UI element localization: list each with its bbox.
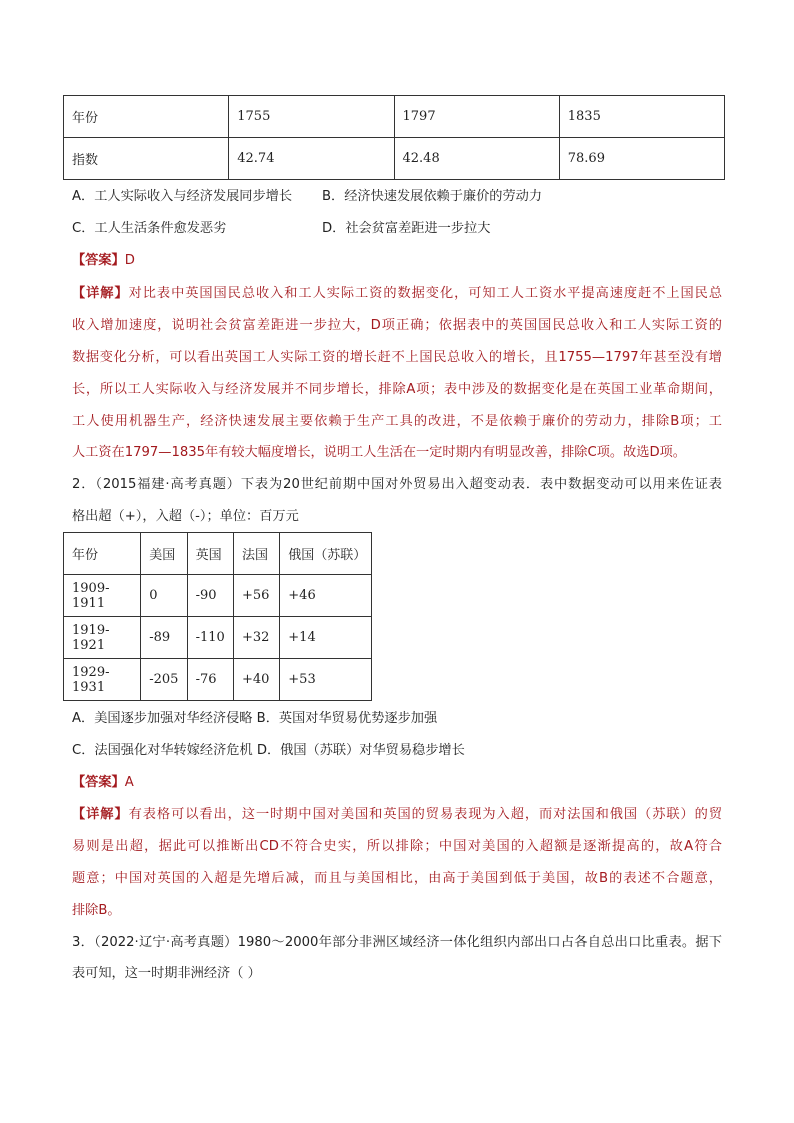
answer-tag: 【答案】 [72,775,125,790]
table-row [64,138,725,180]
q2-stem-line: 格出超（+），入超（-）；单位：百万元 [72,509,299,524]
q2-stem-line: 2．（2015福建·高考真题）下表为20世纪前期中国对外贸易出入超变动表．表中数据变动可以用来佐证表 [72,477,722,492]
q3-stem-line: 表可知，这一时期非洲经济（ ） [72,966,261,981]
q1-detail-line [72,284,722,304]
q1-option-d: D．社会贫富差距进一步拉大 [322,221,491,236]
q1-detail-line: 工人使用机器生产，经济快速发展主要依赖于生产工具的改进，不是依赖于廉价的劳动力，排除B项；工 [72,414,722,429]
table-header-cell: 美国 [141,533,187,575]
table-header-row [64,533,372,575]
q1-option-a: A．工人实际收入与经济发展同步增长 [72,189,293,204]
q1-detail-line: 收入增加速度，说明社会贫富差距进一步拉大，D项正确；依据表中的英国国民总收入和工人实际工资的 [72,318,722,333]
table-cell: 1919-1921 [64,617,141,659]
table-header-cell: 年份 [64,533,141,575]
table-cell: -90 [187,575,233,617]
table-cell: 1755 [229,96,394,138]
table-row [64,659,372,701]
q2-options-cd: C．法国强化对华转嫁经济危机 D．俄国（苏联）对华贸易稳步增长 [72,743,465,758]
q2-answer [72,773,134,793]
table-header-cell: 法国 [233,533,279,575]
table-cell: +56 [233,575,279,617]
table-cell: 78.69 [559,138,724,180]
table-cell: +40 [233,659,279,701]
table-cell: 0 [141,575,187,617]
q1-option-c: C．工人生活条件愈发恶劣 [72,221,227,236]
q1-detail-line: 长，所以工人实际收入与经济发展并不同步增长，排除A项；表中涉及的数据变化是在英国工业革命期间， [72,382,722,397]
table-row [64,96,725,138]
table-cell: 42.48 [394,138,559,180]
table-cell: +46 [280,575,372,617]
table-cell: 42.74 [229,138,394,180]
table-cell: 年份 [64,96,229,138]
table-row [64,617,372,659]
table-cell: 1929-1931 [64,659,141,701]
q2-detail-line: 易则是出超，据此可以推断出CD不符合史实，所以排除；中国对美国的入超额是逐渐提高的，故A符合 [72,839,722,854]
table-cell: +14 [280,617,372,659]
table-cell: 指数 [64,138,229,180]
detail-text: 有表格可以看出，这一时期中国对美国和英国的贸易表现为入超，而对法国和俄国（苏联）的贸 [128,807,722,822]
answer-value: D [124,253,135,268]
answer-tag: 【答案】 [72,253,125,268]
table-cell: -205 [141,659,187,701]
detail-tag: 【详解】 [72,807,129,822]
trade-table [63,532,372,701]
table-header-cell: 英国 [187,533,233,575]
q2-detail-line: 排除B。 [72,903,121,918]
q1-option-b: B．经济快速发展依赖于廉价的劳动力 [322,189,543,204]
detail-text: 对比表中英国国民总收入和工人实际工资的数据变化，可知工人工资水平提高速度赶不上国民总 [128,286,722,301]
q1-answer [72,251,135,271]
table-cell: -110 [187,617,233,659]
q3-stem-line: 3．（2022·辽宁·高考真题）1980～2000年部分非洲区域经济一体化组织内部出口占各自总出口比重表。据下 [72,935,722,950]
answer-value: A [124,775,134,790]
table-cell: 1835 [559,96,724,138]
table-cell: -76 [187,659,233,701]
q1-detail-line: 人工资在1797—1835年有较大幅度增长，说明工人生活在一定时期内有明显改善，排除C项。故选D项。 [72,445,686,460]
table-cell: +32 [233,617,279,659]
table-cell: 1909-1911 [64,575,141,617]
q2-detail-line: 题意；中国对英国的入超是先增后减，而且与美国相比，由高于美国到低于美国，故B的表述不合题意， [72,871,722,886]
detail-tag: 【详解】 [72,286,129,301]
table-cell: +53 [280,659,372,701]
table-row [64,575,372,617]
table-cell: 1797 [394,96,559,138]
table-cell: -89 [141,617,187,659]
index-table [63,95,725,180]
q1-detail-line: 数据变化分析，可以看出英国工人实际工资的增长赶不上国民总收入的增长，且1755—1797年甚至没有增 [72,350,722,365]
table-header-cell: 俄国（苏联） [280,533,372,575]
q2-options-ab: A．美国逐步加强对华经济侵略 B．英国对华贸易优势逐步加强 [72,711,438,726]
q2-detail-line [72,805,722,825]
